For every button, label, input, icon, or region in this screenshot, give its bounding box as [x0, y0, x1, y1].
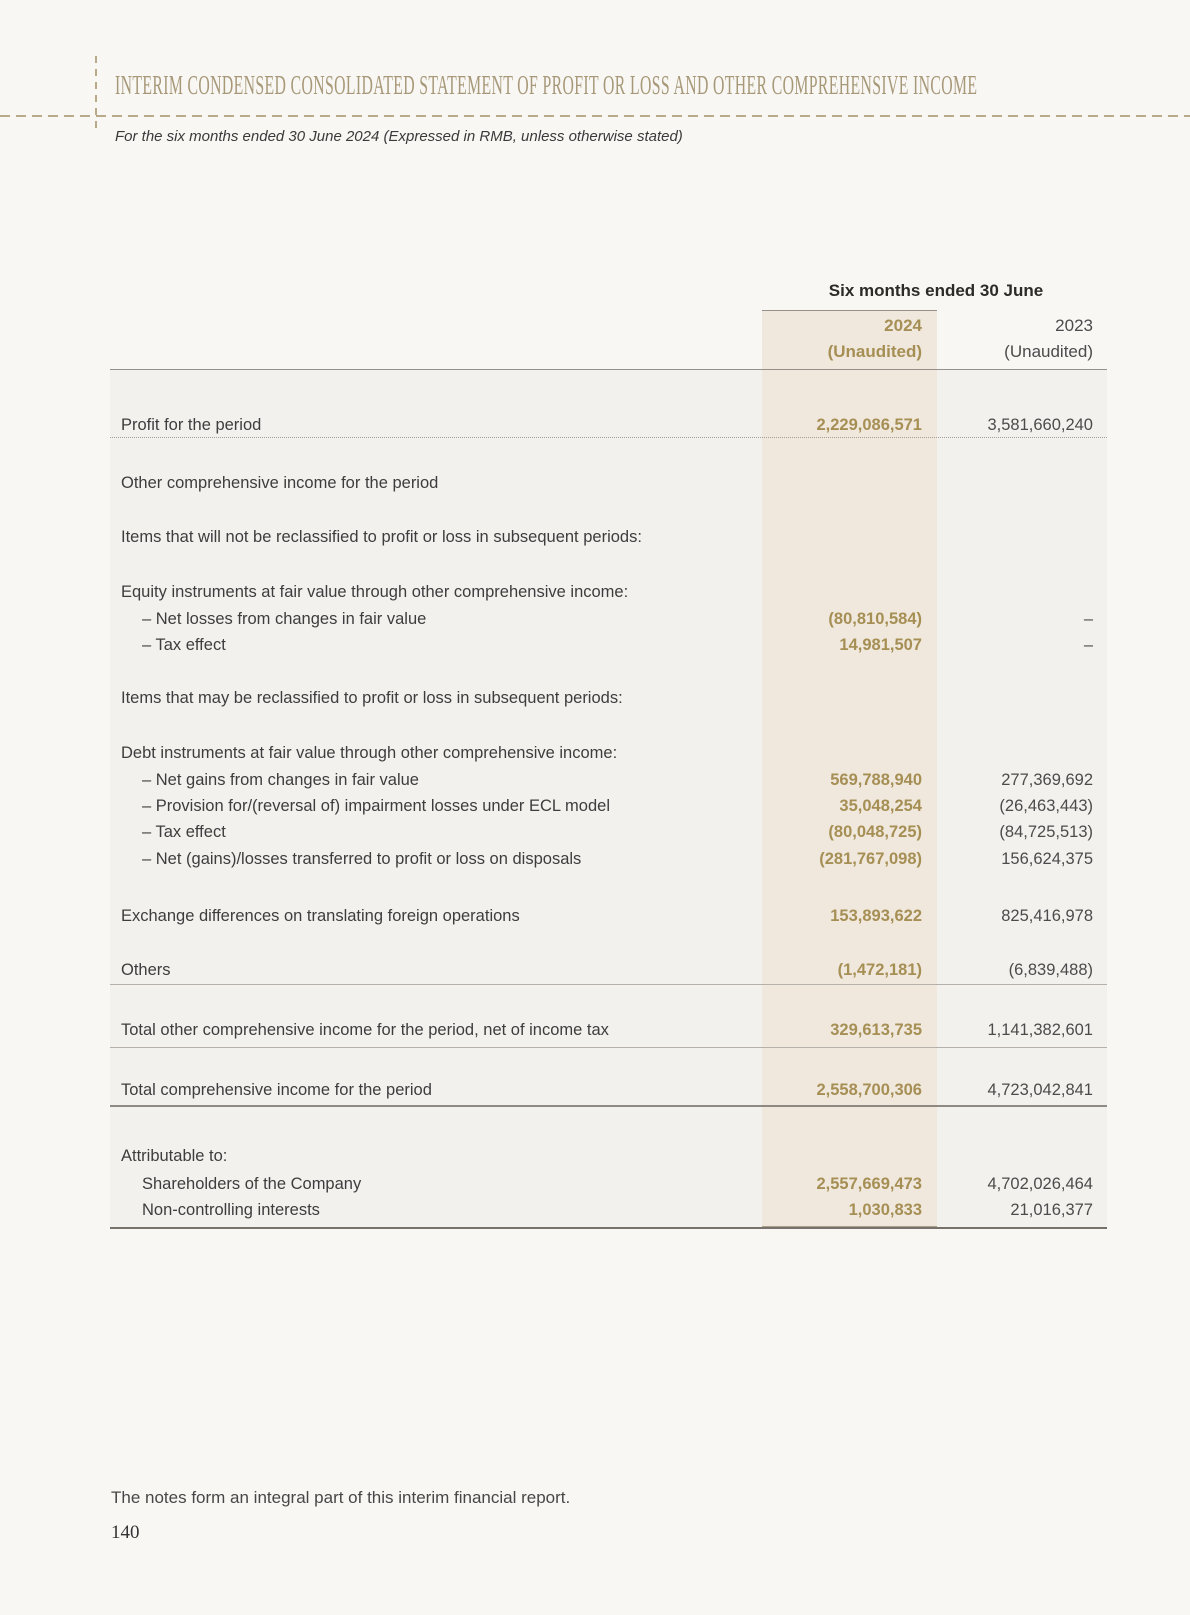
value-2023: 1,141,382,601 [987, 1020, 1093, 1039]
header-horizontal-dashed-rule [0, 115, 1190, 117]
profit-row-dotted-rule [110, 437, 1107, 438]
row-label: Other comprehensive income for the period [121, 473, 439, 492]
row-label: Shareholders of the Company [142, 1174, 362, 1193]
row-label: Total comprehensive income for the period [121, 1080, 432, 1099]
value-2023: 21,016,377 [1010, 1200, 1093, 1219]
report-title: INTERIM CONDENSED CONSOLIDATED STATEMENT OF PROFIT OR LOSS AND OTHER COMPREHENSIVE INCOME [115, 69, 978, 101]
column-2024-status: (Unaudited) [827, 342, 922, 361]
value-2023: (84,725,513) [999, 822, 1093, 841]
table-row [110, 412, 1107, 438]
value-2023: (6,839,488) [1008, 960, 1093, 979]
footer-note: The notes form an integral part of this interim financial report. [111, 1488, 571, 1507]
row-label: Exchange differences on translating foreign operations [121, 906, 520, 925]
row-label: Profit for the period [121, 415, 262, 434]
value-2023: 4,723,042,841 [987, 1080, 1093, 1099]
row-label: Others [121, 960, 171, 979]
period-header: Six months ended 30 June [828, 281, 1044, 300]
row-label: Items that may be reclassified to profit or loss in subsequent periods: [121, 688, 623, 707]
row-label: Non-controlling interests [142, 1200, 320, 1219]
column-2024-top-rule [762, 310, 937, 311]
row-label: Total other comprehensive income for the period, net of income tax [121, 1020, 609, 1039]
table-row [110, 1171, 1107, 1197]
header-vertical-dashed-rule [95, 56, 97, 134]
value-2024: 1,030,833 [848, 1200, 922, 1219]
table-row [110, 470, 1107, 496]
column-2023-year: 2023 [1055, 316, 1093, 335]
table-row [110, 767, 1107, 793]
table-row [110, 685, 1107, 711]
value-2024: (1,472,181) [837, 960, 922, 979]
row-label: Equity instruments at fair value through other comprehensive income: [121, 582, 629, 601]
row-label: Items that will not be reclassified to profit or loss in subsequent periods: [121, 527, 642, 546]
table-row [110, 632, 1107, 658]
value-2023: 4,702,026,464 [987, 1174, 1093, 1193]
value-2024: 2,557,669,473 [816, 1174, 922, 1193]
table-row [110, 819, 1107, 845]
value-2024: (80,810,584) [828, 609, 922, 628]
value-2023: 156,624,375 [1001, 849, 1093, 868]
column-2024-year: 2024 [884, 316, 922, 335]
table-row [110, 1143, 1107, 1169]
row-label: – Net losses from changes in fair value [142, 609, 427, 628]
value-2024: 569,788,940 [830, 770, 922, 789]
total-oci-rule [110, 1047, 1107, 1048]
table-row [110, 579, 1107, 605]
value-2024: 329,613,735 [830, 1020, 922, 1039]
total-comprehensive-rule [110, 1105, 1107, 1107]
table-row [110, 1197, 1107, 1223]
table-bottom-rule [110, 1227, 1107, 1229]
table-row [110, 606, 1107, 632]
value-2024: (281,767,098) [819, 849, 922, 868]
value-2024: (80,048,725) [828, 822, 922, 841]
row-label: – Net gains from changes in fair value [142, 770, 419, 789]
value-2024: 14,981,507 [839, 635, 922, 654]
value-2023: (26,463,443) [999, 796, 1093, 815]
table-row [110, 793, 1107, 819]
report-subtitle: For the six months ended 30 June 2024 (Expressed in RMB, unless otherwise stated) [115, 128, 683, 145]
value-2024: 2,229,086,571 [816, 415, 922, 434]
row-label: – Provision for/(reversal of) impairment losses under ECL model [142, 796, 610, 815]
column-2023-status: (Unaudited) [1004, 342, 1093, 361]
table-header-rule [110, 369, 1107, 370]
others-row-rule [110, 984, 1107, 985]
value-2023: 277,369,692 [1001, 770, 1093, 789]
value-2023: 3,581,660,240 [987, 415, 1093, 434]
table-row [110, 903, 1107, 929]
value-2023: – [1083, 609, 1093, 628]
row-label: Attributable to: [121, 1146, 228, 1165]
table-row [110, 957, 1107, 983]
table-row [110, 524, 1107, 550]
table-row [110, 846, 1107, 872]
value-2024: 2,558,700,306 [816, 1080, 922, 1099]
table-row [110, 1077, 1107, 1103]
row-label: Debt instruments at fair value through other comprehensive income: [121, 743, 618, 762]
value-2023: – [1083, 635, 1093, 654]
table-row [110, 1017, 1107, 1043]
row-label: – Tax effect [142, 635, 226, 654]
row-label: – Tax effect [142, 822, 226, 841]
table-row [110, 740, 1107, 766]
row-label: – Net (gains)/losses transferred to profit or loss on disposals [142, 849, 582, 868]
value-2024: 35,048,254 [839, 796, 922, 815]
value-2024: 153,893,622 [830, 906, 922, 925]
page-number: 140 [111, 1522, 140, 1543]
value-2023: 825,416,978 [1001, 906, 1093, 925]
